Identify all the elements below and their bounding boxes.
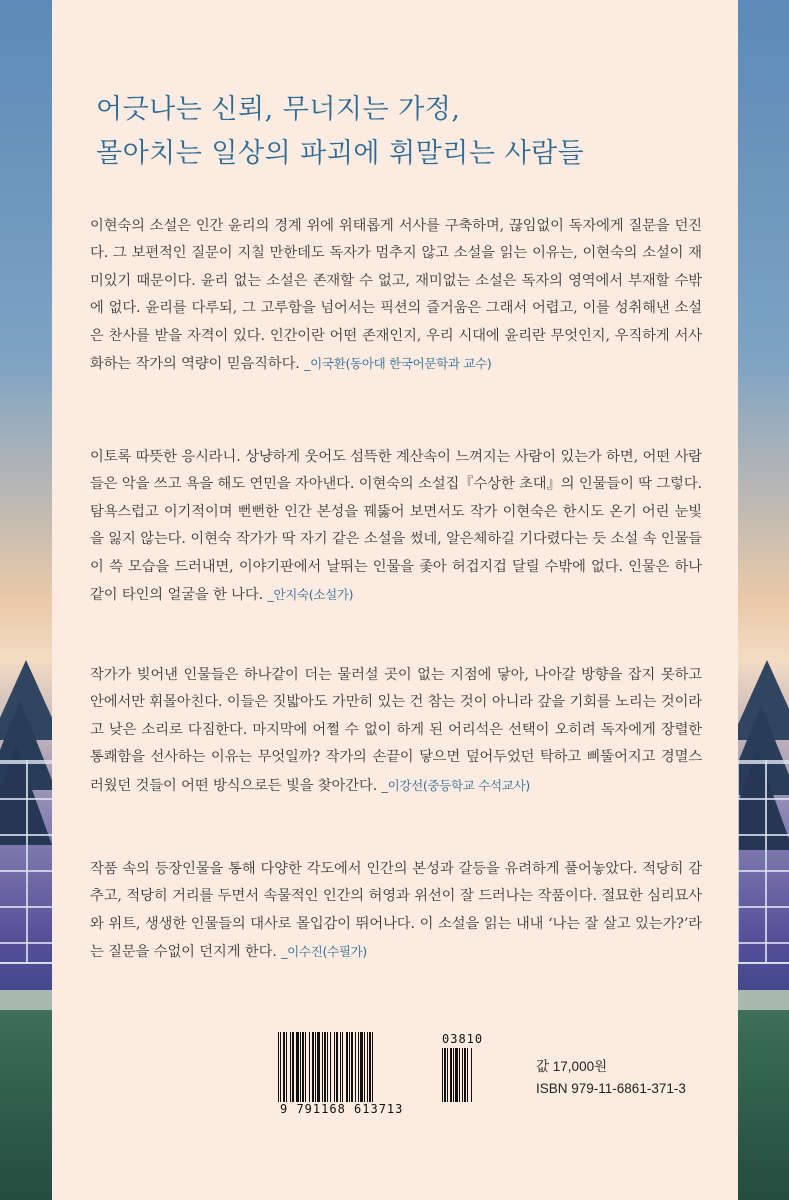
review-text: 작가가 빚어낸 인물들은 하나같이 더는 물러설 곳이 없는 지점에 닿아, 나아갈 방향을 잡지 못하고 안에서만 휘몰아친다. 이들은 짓밟아도 가만히 있는 건 참는 것이 아니라 갚을 기회를 노리는 것이라고 낮은 소리로 다짐한다. 마지막에 어쩔 수 없이 하게 된 어리석은 선택이 오히려 독자에게 장렬한 통쾌함을 선사하는 이유는 무엇일까? 작가의 손끝이 닿으면 덮어두었던 탁하고 삐뚤어지고 경멸스러웠던 것들이 어떤 방식으로든 빛을 찾아간다. [90, 667, 702, 794]
review-text: 이토록 따뜻한 응시라니. 상냥하게 웃어도 섬뜩한 계산속이 느껴지는 사람이 있는가 하면, 어떤 사람들은 악을 쓰고 욕을 해도 연민을 자아낸다. 이현숙의 소설집『수상한 초대』의 인물들이 딱 그렇다. 탐욕스럽고 이기적이며 뻔뻔한 인간 본성을 꿰뚫어 보면서도 작가 이현숙은 한시도 온기 어린 눈빛을 잃지 않는다. 이현숙 작가가 딱 자기 같은 소설을 썼네, 알은체하길 기다렸다는 듯 소설 속 인물들이 쓱 모습을 드러내면, 이야기판에서 날뛰는 인물을 좇아 허겁지겁 달릴 수밖에 없다. 인물은 하나같이 타인의 얼굴을 한 나다. [90, 449, 702, 604]
review-text: 이현숙의 소설은 인간 윤리의 경계 위에 위태롭게 서사를 구축하며, 끊임없이 독자에게 질문을 던진다. 그 보편적인 질문이 지칠 만한데도 독자가 멈추지 않고 소설을 읽는 이유는, 이현숙의 소설이 재미있기 때문이다. 윤리 없는 소설은 존재할 수 없고, 재미없는 소설은 독자의 영역에서 부재할 수밖에 없다. 윤리를 다루되, 그 고루함을 넘어서는 픽션의 즐거움은 그래서 어렵고, 이를 성취해낸 소설은 찬사를 받을 자격이 있다. 인간이란 어떤 존재인지, 우리 시대에 윤리란 무엇인지, 우직하게 서사화하는 작가의 역량이 믿음직하다. [90, 218, 702, 373]
headline [96, 88, 716, 176]
barcode-addon-bars [442, 1048, 486, 1102]
review-credit: _이강선(중등학교 수석교사) [381, 777, 530, 793]
barcode-addon-digits: 03810 [442, 1032, 484, 1046]
review-4 [90, 856, 702, 967]
review-credit: _안지숙(소설가) [267, 587, 354, 603]
review-text: 작품 속의 등장인물을 통해 다양한 각도에서 인간의 본성과 갈등을 유려하게 풀어놓았다. 적당히 감추고, 적당히 거리를 두면서 속물적인 인간의 허영과 위선이 잘 드러나는 작품이다. 절묘한 심리묘사와 위트, 생생한 인물들의 대사로 몰입감이 뛰어나다. 이 소설을 읽는 내내 ‘나는 잘 살고 있는가?’라는 질문을 수없이 던지게 한다. [90, 861, 702, 961]
review-credit: _이수진(수필가) [281, 944, 367, 960]
review-1 [90, 213, 702, 378]
headline-line-2: 몰아치는 일상의 파괴에 휘말리는 사람들 [96, 138, 585, 169]
barcode-bars [278, 1032, 432, 1102]
back-cover-panel [52, 0, 738, 1200]
isbn-barcode [278, 1032, 484, 1122]
review-3 [90, 662, 702, 800]
price-label: 값 17,000원 [536, 1059, 608, 1074]
price-info [536, 1056, 686, 1100]
review-credit: _이국환(동아대 한국어문학과 교수) [304, 356, 492, 372]
review-2 [90, 444, 702, 609]
cover-art-right [737, 0, 789, 1200]
cover-art-left [0, 0, 52, 1200]
headline-line-1: 어긋나는 신뢰, 무너지는 가정, [96, 94, 461, 125]
isbn-label: ISBN 979-11-6861-371-3 [536, 1081, 686, 1096]
barcode-digits: 9 791168 613713 [280, 1102, 404, 1116]
